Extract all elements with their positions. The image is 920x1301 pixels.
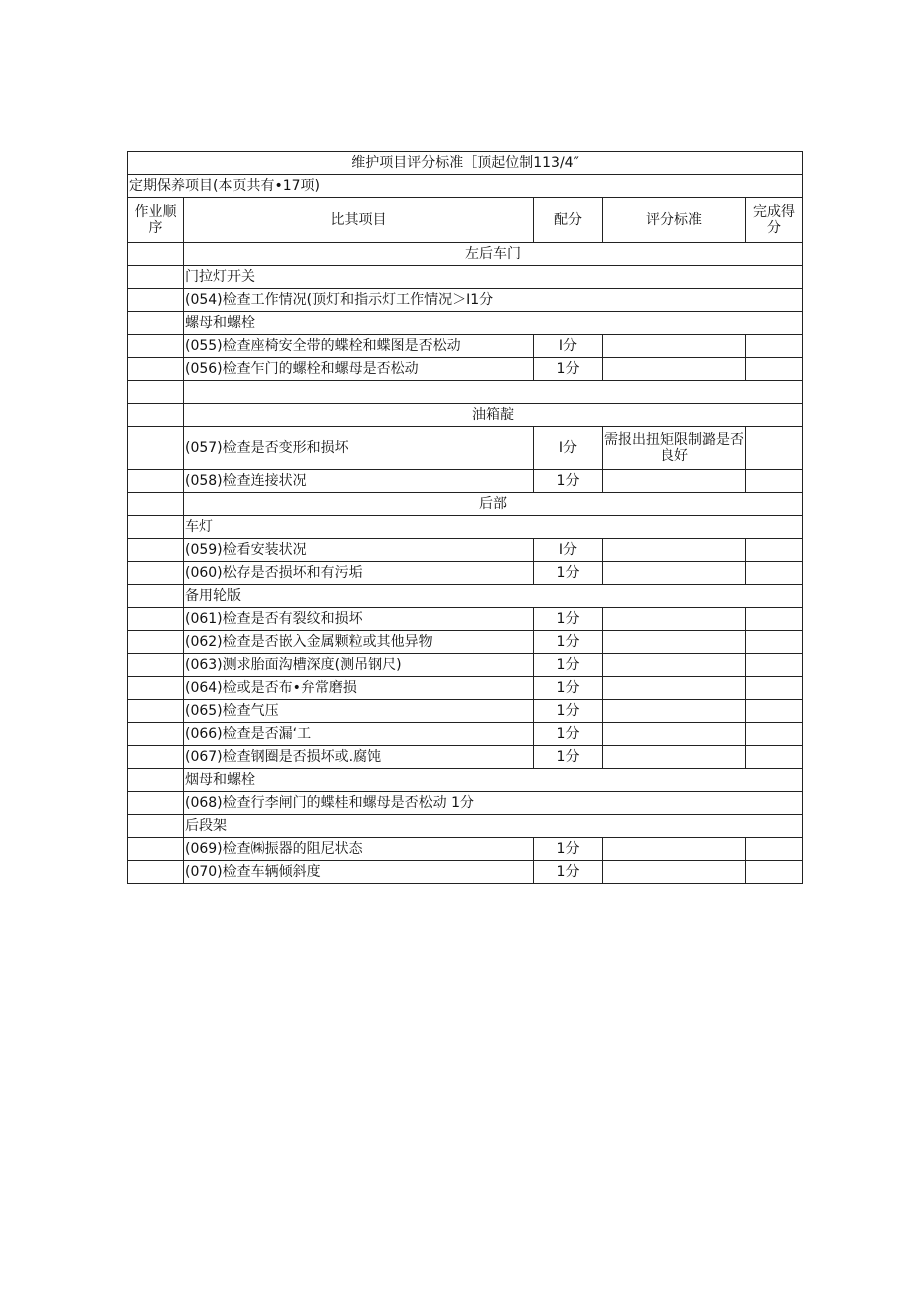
subtitle-row — [128, 175, 803, 198]
seq-cell — [128, 838, 184, 861]
blank-cell — [184, 381, 803, 404]
scoring-sheet — [127, 151, 802, 884]
item-standard — [603, 358, 746, 381]
table-row — [128, 861, 803, 884]
section-row — [128, 404, 803, 427]
seq-cell — [128, 585, 184, 608]
header-standard: 评分标准 — [603, 198, 746, 243]
seq-cell — [128, 654, 184, 677]
item-score: 1分 — [534, 654, 603, 677]
item-standard — [603, 700, 746, 723]
group-row — [128, 516, 803, 539]
seq-cell — [128, 746, 184, 769]
completion-score-cell[interactable] — [746, 654, 803, 677]
item-standard — [603, 631, 746, 654]
item-score: 1分 — [534, 358, 603, 381]
header-row — [128, 198, 803, 243]
item-score: 1分 — [534, 838, 603, 861]
item-standard — [603, 539, 746, 562]
item-text: (069)检查㈱振器的阻尼状态 — [184, 838, 534, 861]
item-text: (062)检查是否嵌入金属颗粒或其他异物 — [184, 631, 534, 654]
header-complete: 完成得分 — [746, 198, 803, 243]
table-row — [128, 746, 803, 769]
item-text: (061)检查是否有裂纹和损坏 — [184, 608, 534, 631]
group-label: (054)检查工作情况(顶灯和指示灯工作情况＞I1分 — [184, 289, 803, 312]
table-title: 维护项目评分标准［顶起位制113/4″ — [128, 152, 803, 175]
item-standard — [603, 746, 746, 769]
item-text: (060)松存是否损坏和有污垢 — [184, 562, 534, 585]
blank-row — [128, 381, 803, 404]
section-title: 后部 — [184, 493, 803, 516]
item-score: 1分 — [534, 861, 603, 884]
item-score: 1分 — [534, 562, 603, 585]
table-row — [128, 631, 803, 654]
item-text: (057)检查是否变形和损坏 — [184, 427, 534, 470]
completion-score-cell[interactable] — [746, 746, 803, 769]
table-row — [128, 539, 803, 562]
group-label: 螺母和螺栓 — [184, 312, 803, 335]
table-row — [128, 677, 803, 700]
table-row — [128, 562, 803, 585]
item-text: (066)检查是否漏‘工 — [184, 723, 534, 746]
item-score: I分 — [534, 539, 603, 562]
group-row — [128, 312, 803, 335]
item-text: (055)检查座椅安全带的蝶栓和蝶图是否松动 — [184, 335, 534, 358]
seq-cell — [128, 723, 184, 746]
table-row — [128, 470, 803, 493]
group-label: 车灯 — [184, 516, 803, 539]
group-label: 后段架 — [184, 815, 803, 838]
item-standard — [603, 838, 746, 861]
seq-cell — [128, 631, 184, 654]
completion-score-cell[interactable] — [746, 562, 803, 585]
table-row — [128, 608, 803, 631]
item-standard — [603, 470, 746, 493]
seq-cell — [128, 608, 184, 631]
section-row — [128, 493, 803, 516]
seq-cell — [128, 381, 184, 404]
section-title: 左后车门 — [184, 243, 803, 266]
table-row — [128, 427, 803, 470]
item-score: 1分 — [534, 608, 603, 631]
completion-score-cell[interactable] — [746, 700, 803, 723]
seq-cell — [128, 312, 184, 335]
completion-score-cell[interactable] — [746, 723, 803, 746]
seq-cell — [128, 470, 184, 493]
completion-score-cell[interactable] — [746, 335, 803, 358]
item-text: (070)检查车辆倾斜度 — [184, 861, 534, 884]
table-row — [128, 838, 803, 861]
group-row — [128, 815, 803, 838]
header-item: 比其项目 — [184, 198, 534, 243]
seq-cell — [128, 861, 184, 884]
table-row — [128, 723, 803, 746]
item-standard: 需报出扭矩限制潞是否良好 — [603, 427, 746, 470]
item-score: 1分 — [534, 746, 603, 769]
seq-cell — [128, 358, 184, 381]
item-standard — [603, 562, 746, 585]
header-seq: 作业顺序 — [128, 198, 184, 243]
item-standard — [603, 608, 746, 631]
group-row — [128, 769, 803, 792]
group-row — [128, 585, 803, 608]
seq-cell — [128, 769, 184, 792]
section-row — [128, 243, 803, 266]
item-score: 1分 — [534, 700, 603, 723]
seq-cell — [128, 404, 184, 427]
completion-score-cell[interactable] — [746, 470, 803, 493]
group-row — [128, 792, 803, 815]
item-text: (063)测求胎面沟槽深度(测吊钢尺) — [184, 654, 534, 677]
seq-cell — [128, 539, 184, 562]
table-row — [128, 358, 803, 381]
seq-cell — [128, 266, 184, 289]
group-label: 门拉灯开关 — [184, 266, 803, 289]
header-score: 配分 — [534, 198, 603, 243]
item-text: (067)检查钢圈是否损坏或.腐饨 — [184, 746, 534, 769]
seq-cell — [128, 335, 184, 358]
seq-cell — [128, 289, 184, 312]
seq-cell — [128, 700, 184, 723]
item-standard — [603, 335, 746, 358]
seq-cell — [128, 427, 184, 470]
seq-cell — [128, 792, 184, 815]
seq-cell — [128, 562, 184, 585]
item-score: I分 — [534, 335, 603, 358]
completion-score-cell[interactable] — [746, 358, 803, 381]
scoring-table — [127, 151, 803, 884]
item-score: 1分 — [534, 723, 603, 746]
group-label: 备用轮版 — [184, 585, 803, 608]
item-score: 1分 — [534, 631, 603, 654]
seq-cell — [128, 493, 184, 516]
title-row — [128, 152, 803, 175]
item-text: (056)检查乍门的螺栓和螺母是否松动 — [184, 358, 534, 381]
seq-cell — [128, 516, 184, 539]
item-standard — [603, 654, 746, 677]
table-subtitle: 定期保养项目(本页共有•17项) — [128, 175, 803, 198]
group-row — [128, 289, 803, 312]
group-label: (068)检查行李闸门的蝶桂和螺母是否松动 1分 — [184, 792, 803, 815]
table-row — [128, 654, 803, 677]
seq-cell — [128, 243, 184, 266]
item-score: 1分 — [534, 470, 603, 493]
item-text: (059)检看安装状况 — [184, 539, 534, 562]
completion-score-cell[interactable] — [746, 838, 803, 861]
completion-score-cell[interactable] — [746, 608, 803, 631]
completion-score-cell[interactable] — [746, 631, 803, 654]
seq-cell — [128, 815, 184, 838]
item-standard — [603, 723, 746, 746]
group-label: 烟母和螺栓 — [184, 769, 803, 792]
item-text: (058)检查连接状况 — [184, 470, 534, 493]
completion-score-cell[interactable] — [746, 427, 803, 470]
item-text: (065)检查气压 — [184, 700, 534, 723]
section-title: 油箱靛 — [184, 404, 803, 427]
completion-score-cell[interactable] — [746, 677, 803, 700]
completion-score-cell[interactable] — [746, 861, 803, 884]
table-row — [128, 335, 803, 358]
item-score: I分 — [534, 427, 603, 470]
item-standard — [603, 677, 746, 700]
seq-cell — [128, 677, 184, 700]
completion-score-cell[interactable] — [746, 539, 803, 562]
group-row — [128, 266, 803, 289]
table-row — [128, 700, 803, 723]
item-score: 1分 — [534, 677, 603, 700]
item-text: (064)检或是否布•弁常磨损 — [184, 677, 534, 700]
item-standard — [603, 861, 746, 884]
